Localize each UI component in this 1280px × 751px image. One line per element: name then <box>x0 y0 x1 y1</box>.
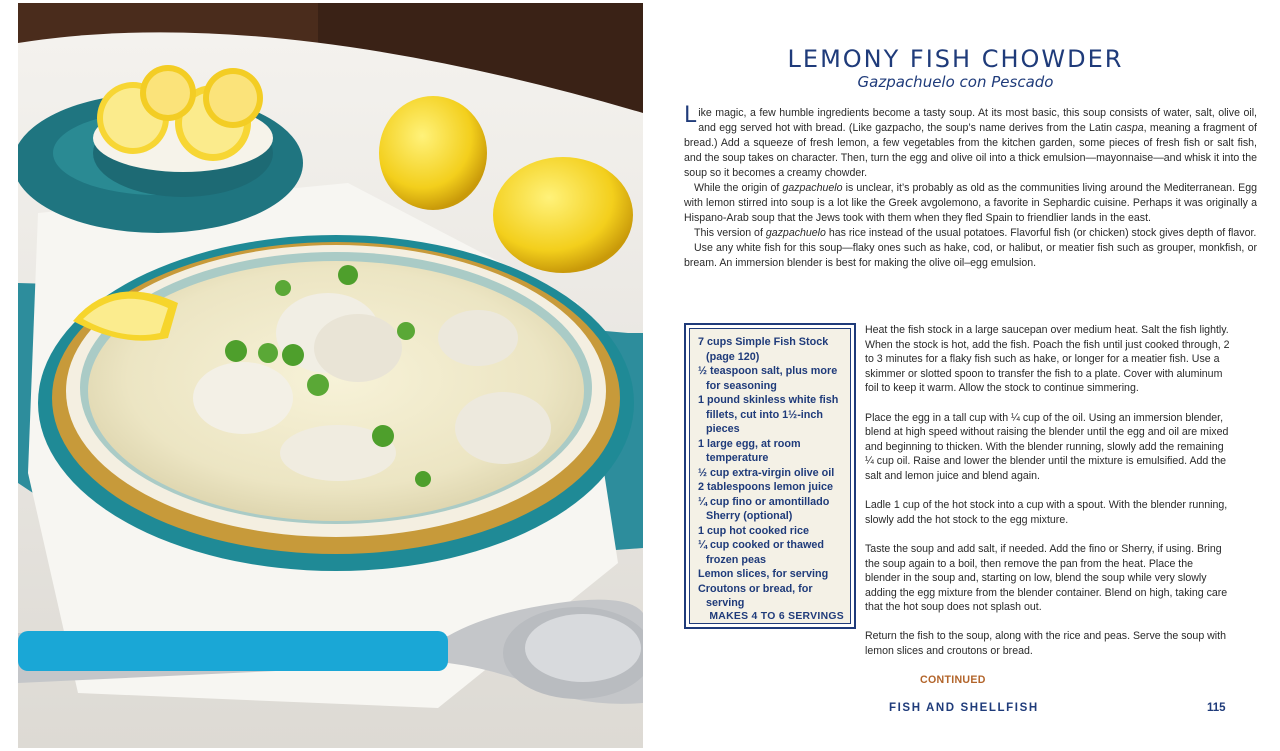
step-paragraph: Place the egg in a tall cup with ¼ cup of the oil. Using an immersion blender, blend at high speed without raising the blender until the egg and oil are mixed and beginning to thicken. With the blender running, slowly add the remaining ¼ cup oil. Raise and lower the blender until the mixture is emulsified. Add the salt and lemon juice and blend again. <box>865 411 1229 482</box>
ingredient-item: Lemon slices, for serving <box>698 568 829 580</box>
intro-paragraph-1: Like magic, a few humble ingredients become a tasty soup. At its most basic, this soup consists of water, salt, olive oil, and egg served hot with bread. (Like gazpacho, the soup’s name derives from the Latin caspa, meaning a fragment of bread.) Add a squeeze of fresh lemon, a few vegetables from the kitchen garden, some pieces of fresh fish or salt fish, and the soup takes on character. Then, turn the egg and olive oil into a thick emulsion—mayonnaise—and whisk it into the soup so it becomes a creamy chowder. <box>684 103 1257 179</box>
page-number: 115 <box>1207 702 1226 714</box>
ingredient-item: 1 pound skinless white fish fillets, cut into 1½-inch pieces <box>698 394 839 435</box>
soup-photo-illustration <box>18 3 643 748</box>
continued-label: CONTINUED <box>920 674 986 686</box>
drop-cap: L <box>684 103 697 128</box>
recipe-subtitle: Gazpachuelo con Pescado <box>857 73 1054 91</box>
step-paragraph: Ladle 1 cup of the hot stock into a cup with a spout. With the blender running, slowly add the hot stock to the egg mixture. <box>865 499 1228 526</box>
ingredient-list <box>698 335 844 611</box>
section-footer: FISH AND SHELLFISH <box>889 702 1039 714</box>
ingredient-item: 2 tablespoons lemon juice <box>698 481 833 493</box>
ingredient-item: ¼ cup cooked or thawed frozen peas <box>698 539 824 566</box>
recipe-title: LEMONY FISH CHOWDER <box>787 45 1124 73</box>
step-paragraph: Taste the soup and add salt, if needed. Add the fino or Sherry, if using. Bring the soup again to a boil, then remove the pan from the heat. Place the blender in the soup and, starting on low, blend the soup while very slowly adding the egg mixture from the blender container. Blend on high, taking care that the hot soup does not splash out. <box>865 542 1228 614</box>
intro-paragraph-4: Use any white fish for this soup—flaky ones such as hake, cod, or halibut, or meatier fish such as grouper, monkfish, or bream. An immersion blender is best for making the olive oil–egg emulsion. <box>684 242 1257 269</box>
recipe-page <box>643 3 1268 748</box>
ingredient-item: 1 cup hot cooked rice <box>698 524 809 537</box>
recipe-steps <box>865 323 1231 673</box>
ingredient-item: 1 large egg, at room temperature <box>698 437 801 464</box>
ingredient-item: Croutons or bread, for serving <box>698 582 813 609</box>
step-paragraph: Heat the fish stock in a large saucepan over medium heat. Salt the fish lightly. When the stock is hot, add the fish. Poach the fish until just cooked through, 2 to 3 minutes for a flaky fish such as hake, or longer for a meatier fish. Use a skimmer or slotted spoon to transfer the fish to a plate. Cover with aluminum foil to keep it warm. Allow the stock to continue simmering. <box>865 324 1230 395</box>
ingredient-item: ½ cup extra-virgin olive oil <box>698 466 835 479</box>
step-paragraph: Return the fish to the soup, along with the rice and peas. Serve the soup with lemon slices and croutons or bread. <box>865 630 1226 658</box>
ingredient-item: ½ teaspoon salt, plus more for seasoning <box>698 365 838 392</box>
recipe-introduction <box>684 103 1257 271</box>
intro-paragraph-3: This version of gazpachuelo has rice instead of the usual potatoes. Flavorful fish (or chicken) stock gives depth of flavor. <box>694 227 1257 239</box>
servings-yield: MAKES 4 TO 6 SERVINGS <box>709 610 844 622</box>
intro-paragraph-2: While the origin of gazpachuelo is unclear, it’s probably as old as the communities living around the Mediterranean. Egg with lemon stirred into soup is a lot like the Greek avgolemono, a favorite in Sephardic cuisine. Perhaps it was originally a Hispano-Arab soup that the Jews took with them when they fled Spain to friendlier lands in the east. <box>684 182 1257 224</box>
ingredients-box-inner <box>689 328 851 624</box>
ingredients-box <box>684 323 856 629</box>
ingredient-item: 7 cups Simple Fish Stock (page 120) <box>698 336 829 363</box>
soup-photo <box>18 3 643 748</box>
ingredient-item: ¼ cup fino or amontillado Sherry (optional) <box>698 495 830 522</box>
